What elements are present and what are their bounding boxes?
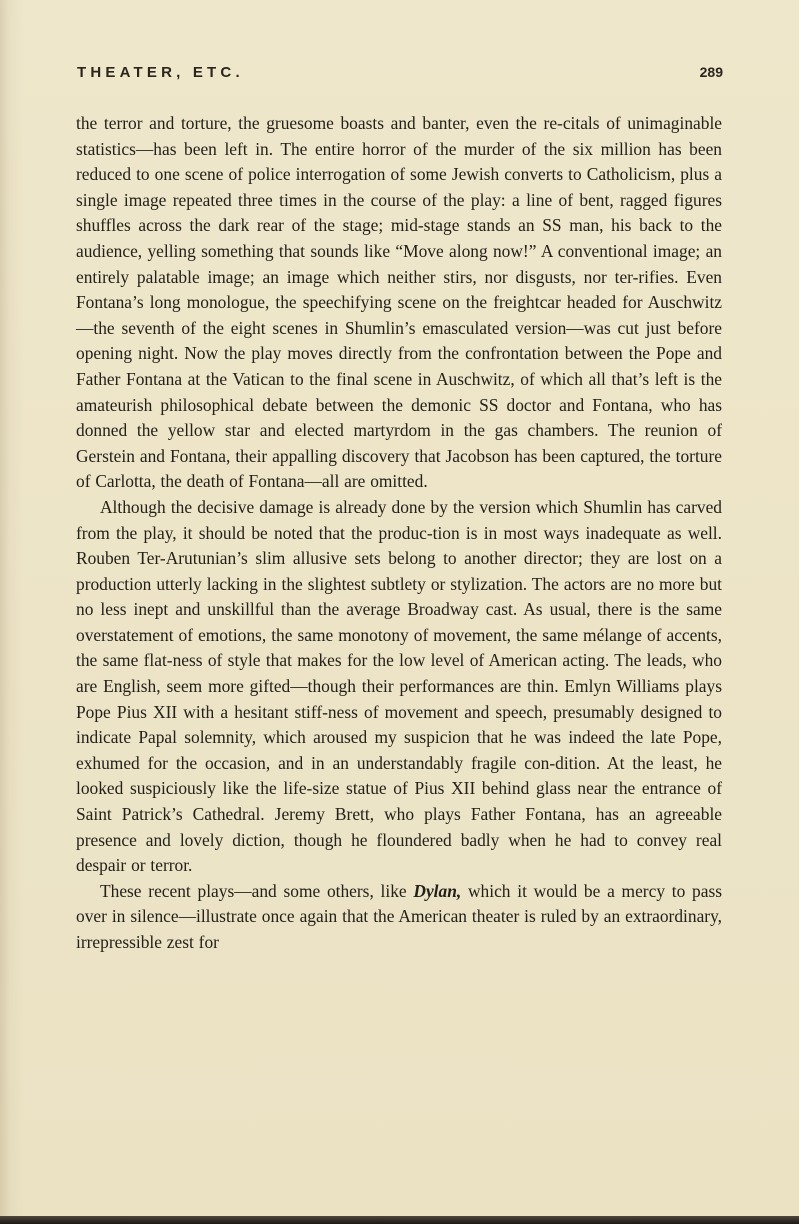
body-text xyxy=(76,111,722,956)
paragraph-3 xyxy=(76,879,722,956)
page-bottom-edge xyxy=(0,1216,799,1224)
paragraph-1: the terror and torture, the gruesome boasts and banter, even the re-citals of unimaginable statistics—has been left in. The entire horror of the murder of the six million has been reduced to one scene of police interrogation of some Jewish converts to Catholicism, plus a single image repeated three times in the course of the play: a line of bent, ragged figures shuffles across the dark rear of the stage; mid-stage stands an SS man, his back to the audience, yelling something that sounds like “Move along now!” A conventional image; an entirely palatable image; an image which neither stirs, nor disgusts, nor ter-rifies. Even Fontana’s long monologue, the speechifying scene on the freightcar headed for Auschwitz—the seventh of the eight scenes in Shumlin’s emasculated version—was cut just before opening night. Now the play moves directly from the confrontation between the Pope and Father Fontana at the Vatican to the final scene in Auschwitz, of which all that’s left is the amateurish philosophical debate between the demonic SS doctor and Fontana, who has donned the yellow star and elected martyrdom in the gas chambers. The reunion of Gerstein and Fontana, their appalling discovery that Jacobson has been captured, the torture of Carlotta, the death of Fontana—all are omitted. xyxy=(76,113,722,492)
page-number: 289 xyxy=(699,64,723,80)
paragraph-3-start: These recent plays—and some others, like xyxy=(100,880,414,901)
running-title: THEATER, ETC. xyxy=(77,64,244,81)
paragraph-2: Although the decisive damage is already done by the version which Shumlin has carved from the play, it should be noted that the produc-tion is in most ways inadequate as well. Rouben Ter-Arutunian’s slim allusive sets belong to another director; they are lost on a production utterly lacking in the slightest subtlety or stylization. The actors are no more but no less inept and unskillful than the average Broadway cast. As usual, there is the same overstatement of emotions, the same monotony of movement, the same mélange of accents, the same flat-ness of style that makes for the low level of American acting. The leads, who are English, seem more gifted—though their performances are thin. Emlyn Williams plays Pope Pius XII with a hesitant stiff-ness of movement and speech, presumably designed to indicate Papal solemnity, which aroused my suspicion that he was indeed the late Pope, exhumed for the occasion, and in an understandably fragile con-dition. At the least, he looked suspiciously like the life-size statue of Pius XII behind glass near the entrance of Saint Patrick’s Cathedral. Jeremy Brett, who plays Father Fontana, has an agreeable presence and lovely diction, though he floundered badly when he had to convey real despair or terror. xyxy=(76,496,722,876)
play-title-dylan: Dylan, xyxy=(413,880,462,901)
paragraph-3-end: which it would be a mercy to pass over in silence—illustrate once again that the American theater is ruled by an extraordinary, irrepressible zest for xyxy=(76,880,723,952)
running-header xyxy=(77,64,723,88)
